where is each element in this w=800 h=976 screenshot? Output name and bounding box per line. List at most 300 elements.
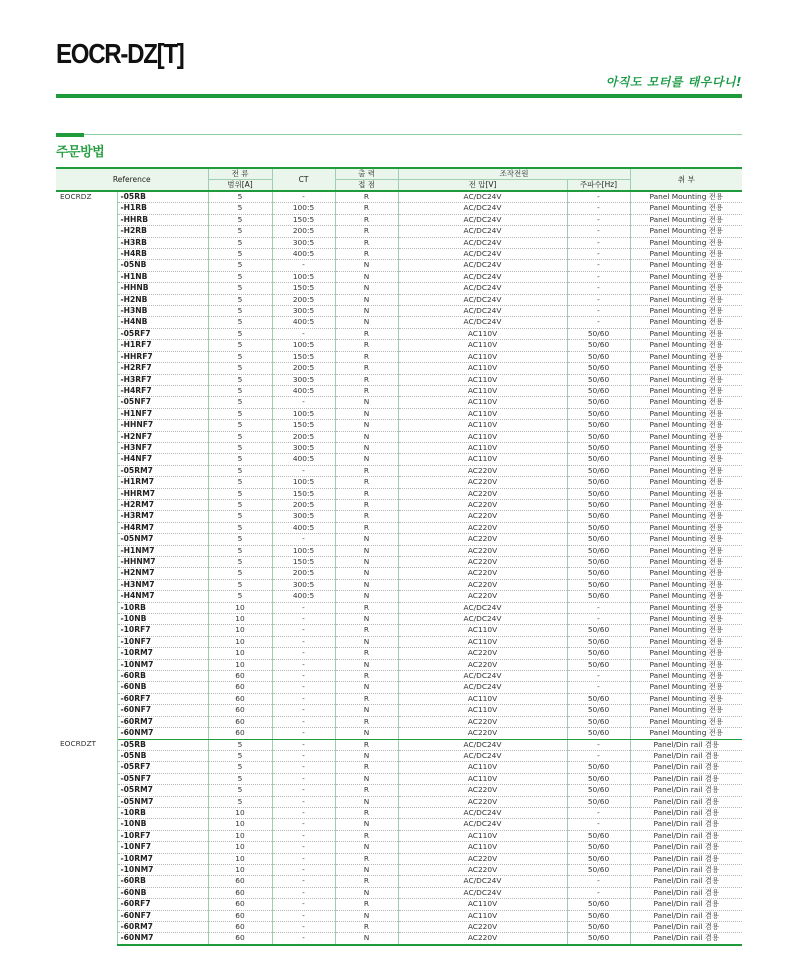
table-row [56, 922, 742, 933]
current-range: 5 [208, 499, 272, 510]
frequency: - [567, 226, 630, 237]
header-control-power: 조작전원 [398, 168, 630, 180]
model-code: -05RF7 [117, 328, 208, 339]
voltage: AC110V [398, 636, 567, 647]
table-row [56, 853, 742, 864]
model-code: -H2NM7 [117, 568, 208, 579]
frequency: - [567, 887, 630, 898]
output-contact: R [335, 602, 398, 613]
output-contact: N [335, 579, 398, 590]
current-range: 5 [208, 442, 272, 453]
frequency: 50/60 [567, 328, 630, 339]
frequency: 50/60 [567, 488, 630, 499]
current-range: 60 [208, 910, 272, 921]
ct-ratio: - [272, 602, 335, 613]
output-contact: R [335, 648, 398, 659]
ct-ratio: - [272, 887, 335, 898]
mounting: Panel Mounting 전용 [630, 659, 742, 670]
model-code: -H3RF7 [117, 374, 208, 385]
output-contact: N [335, 408, 398, 419]
header-output-contact: 접 점 [335, 180, 398, 192]
current-range: 5 [208, 317, 272, 328]
frequency: 50/60 [567, 545, 630, 556]
model-code: -05NB [117, 750, 208, 761]
current-range: 60 [208, 728, 272, 739]
ct-ratio: 200:5 [272, 431, 335, 442]
voltage: AC/DC24V [398, 819, 567, 830]
table-row [56, 351, 742, 362]
frequency: 50/60 [567, 351, 630, 362]
ct-ratio: - [272, 739, 335, 750]
current-range: 60 [208, 705, 272, 716]
ct-ratio: 150:5 [272, 488, 335, 499]
model-code: -05RM7 [117, 785, 208, 796]
table-row [56, 933, 742, 945]
page-title: EOCR-DZ[T] [56, 38, 184, 69]
frequency: 50/60 [567, 454, 630, 465]
model-code: -10RB [117, 602, 208, 613]
output-contact: N [335, 773, 398, 784]
mounting: Panel Mounting 전용 [630, 534, 742, 545]
table-row [56, 887, 742, 898]
output-contact: R [335, 488, 398, 499]
output-contact: R [335, 693, 398, 704]
output-contact: N [335, 796, 398, 807]
frequency: - [567, 271, 630, 282]
table-row [56, 602, 742, 613]
current-range: 5 [208, 477, 272, 488]
voltage: AC110V [398, 899, 567, 910]
current-range: 5 [208, 203, 272, 214]
voltage: AC110V [398, 431, 567, 442]
frequency: - [567, 602, 630, 613]
voltage: AC110V [398, 454, 567, 465]
table-row [56, 534, 742, 545]
ct-ratio: 400:5 [272, 317, 335, 328]
output-contact: N [335, 933, 398, 945]
frequency: 50/60 [567, 796, 630, 807]
mounting: Panel Mounting 전용 [630, 408, 742, 419]
header-output: 출 력 [335, 168, 398, 180]
table-row [56, 385, 742, 396]
frequency: - [567, 249, 630, 260]
table-row [56, 785, 742, 796]
frequency: - [567, 191, 630, 203]
frequency: - [567, 237, 630, 248]
ct-ratio: 400:5 [272, 522, 335, 533]
ct-ratio: 100:5 [272, 477, 335, 488]
ct-ratio: - [272, 191, 335, 203]
mounting: Panel Mounting 전용 [630, 614, 742, 625]
output-contact: N [335, 842, 398, 853]
voltage: AC220V [398, 568, 567, 579]
ct-ratio: - [272, 819, 335, 830]
table-row [56, 728, 742, 739]
output-contact: R [335, 385, 398, 396]
frequency: 50/60 [567, 693, 630, 704]
current-range: 5 [208, 249, 272, 260]
current-range: 5 [208, 340, 272, 351]
table-row [56, 203, 742, 214]
table-row [56, 830, 742, 841]
output-contact: N [335, 545, 398, 556]
voltage: AC220V [398, 534, 567, 545]
ct-ratio: - [272, 773, 335, 784]
model-code: -H3NM7 [117, 579, 208, 590]
model-code: -H3RM7 [117, 511, 208, 522]
model-code: -60NF7 [117, 705, 208, 716]
table-row [56, 773, 742, 784]
current-range: 5 [208, 522, 272, 533]
table-row [56, 442, 742, 453]
mounting: Panel Mounting 전용 [630, 203, 742, 214]
table-row [56, 636, 742, 647]
model-code: -HHRF7 [117, 351, 208, 362]
frequency: 50/60 [567, 579, 630, 590]
voltage: AC220V [398, 796, 567, 807]
current-range: 5 [208, 773, 272, 784]
frequency: - [567, 750, 630, 761]
mounting: Panel Mounting 전용 [630, 283, 742, 294]
ct-ratio: - [272, 534, 335, 545]
output-contact: R [335, 853, 398, 864]
frequency: 50/60 [567, 842, 630, 853]
ct-ratio: 150:5 [272, 557, 335, 568]
current-range: 5 [208, 191, 272, 203]
current-range: 60 [208, 933, 272, 945]
model-code: -HHNM7 [117, 557, 208, 568]
mounting: Panel/Din rail 겸용 [630, 750, 742, 761]
model-code: -10NB [117, 819, 208, 830]
table-row [56, 750, 742, 761]
model-code: -10NM7 [117, 864, 208, 875]
frequency: 50/60 [567, 910, 630, 921]
table-row [56, 693, 742, 704]
ct-ratio: - [272, 397, 335, 408]
voltage: AC110V [398, 625, 567, 636]
current-range: 60 [208, 682, 272, 693]
voltage: AC110V [398, 397, 567, 408]
frequency: 50/60 [567, 374, 630, 385]
group-eocrdz [56, 191, 742, 739]
current-range: 10 [208, 864, 272, 875]
voltage: AC110V [398, 693, 567, 704]
ct-ratio: 150:5 [272, 283, 335, 294]
mounting: Panel Mounting 전용 [630, 522, 742, 533]
ct-ratio: 100:5 [272, 203, 335, 214]
output-contact: R [335, 374, 398, 385]
frequency: 50/60 [567, 705, 630, 716]
ct-ratio: 300:5 [272, 442, 335, 453]
header-frequency: 주파수[Hz] [567, 180, 630, 192]
table-row [56, 819, 742, 830]
model-code: -HHNB [117, 283, 208, 294]
section-divider [56, 134, 742, 135]
voltage: AC220V [398, 511, 567, 522]
ct-ratio: 150:5 [272, 420, 335, 431]
current-range: 60 [208, 671, 272, 682]
table-row [56, 614, 742, 625]
current-range: 10 [208, 842, 272, 853]
ct-ratio: 400:5 [272, 591, 335, 602]
ct-ratio: 200:5 [272, 226, 335, 237]
frequency: 50/60 [567, 716, 630, 727]
frequency: 50/60 [567, 385, 630, 396]
output-contact: N [335, 591, 398, 602]
frequency: - [567, 283, 630, 294]
frequency: 50/60 [567, 625, 630, 636]
current-range: 5 [208, 328, 272, 339]
voltage: AC220V [398, 659, 567, 670]
ct-ratio: - [272, 933, 335, 945]
table-row [56, 249, 742, 260]
model-code: -H1RB [117, 203, 208, 214]
header-reference: Reference [56, 168, 208, 191]
model-code: -05NB [117, 260, 208, 271]
ct-ratio: 200:5 [272, 568, 335, 579]
output-contact: R [335, 237, 398, 248]
ct-ratio: - [272, 796, 335, 807]
current-range: 5 [208, 214, 272, 225]
mounting: Panel Mounting 전용 [630, 728, 742, 739]
model-code: -H1NF7 [117, 408, 208, 419]
output-contact: R [335, 328, 398, 339]
table-row [56, 317, 742, 328]
mounting: Panel Mounting 전용 [630, 568, 742, 579]
ct-ratio: - [272, 785, 335, 796]
mounting: Panel Mounting 전용 [630, 454, 742, 465]
current-range: 5 [208, 591, 272, 602]
table-row [56, 363, 742, 374]
output-contact: N [335, 568, 398, 579]
model-code: -H2RM7 [117, 499, 208, 510]
model-code: -H1NB [117, 271, 208, 282]
voltage: AC110V [398, 374, 567, 385]
model-code: -10RM7 [117, 853, 208, 864]
current-range: 60 [208, 922, 272, 933]
ct-ratio: 200:5 [272, 363, 335, 374]
ct-ratio: - [272, 693, 335, 704]
frequency: 50/60 [567, 477, 630, 488]
voltage: AC/DC24V [398, 682, 567, 693]
model-code: -H4RB [117, 249, 208, 260]
ct-ratio: - [272, 465, 335, 476]
ct-ratio: - [272, 876, 335, 887]
output-contact: R [335, 351, 398, 362]
mounting: Panel Mounting 전용 [630, 545, 742, 556]
frequency: 50/60 [567, 557, 630, 568]
model-code: -05NM7 [117, 796, 208, 807]
ct-ratio: - [272, 864, 335, 875]
table-row [56, 283, 742, 294]
mounting: Panel Mounting 전용 [630, 648, 742, 659]
ct-ratio: - [272, 625, 335, 636]
frequency: 50/60 [567, 408, 630, 419]
table-row [56, 328, 742, 339]
voltage: AC110V [398, 408, 567, 419]
table-row [56, 864, 742, 875]
table-row [56, 454, 742, 465]
voltage: AC110V [398, 705, 567, 716]
table-row [56, 671, 742, 682]
voltage: AC/DC24V [398, 614, 567, 625]
frequency: 50/60 [567, 648, 630, 659]
ct-ratio: - [272, 636, 335, 647]
voltage: AC110V [398, 762, 567, 773]
model-code: -H1RF7 [117, 340, 208, 351]
header-voltage: 전 압[V] [398, 180, 567, 192]
table-row [56, 910, 742, 921]
mounting: Panel Mounting 전용 [630, 191, 742, 203]
output-contact: R [335, 363, 398, 374]
model-code: -05RB [117, 739, 208, 750]
mounting: Panel Mounting 전용 [630, 693, 742, 704]
ct-ratio: - [272, 830, 335, 841]
model-code: -05RM7 [117, 465, 208, 476]
table-row [56, 716, 742, 727]
mounting: Panel Mounting 전용 [630, 602, 742, 613]
mounting: Panel/Din rail 겸용 [630, 933, 742, 945]
table-row [56, 397, 742, 408]
model-code: -10RF7 [117, 625, 208, 636]
table-row [56, 762, 742, 773]
mounting: Panel Mounting 전용 [630, 716, 742, 727]
model-code: -60NM7 [117, 728, 208, 739]
current-range: 10 [208, 648, 272, 659]
output-contact: N [335, 910, 398, 921]
model-code: -H4NM7 [117, 591, 208, 602]
ct-ratio: 400:5 [272, 454, 335, 465]
output-contact: N [335, 420, 398, 431]
mounting: Panel/Din rail 겸용 [630, 830, 742, 841]
output-contact: R [335, 465, 398, 476]
section-marker [56, 133, 84, 137]
frequency: 50/60 [567, 830, 630, 841]
current-range: 5 [208, 545, 272, 556]
output-contact: R [335, 499, 398, 510]
series-name: EOCRDZT [56, 739, 117, 945]
ct-ratio: 150:5 [272, 214, 335, 225]
current-range: 10 [208, 614, 272, 625]
mounting: Panel Mounting 전용 [630, 671, 742, 682]
voltage: AC220V [398, 499, 567, 510]
frequency: - [567, 294, 630, 305]
mounting: Panel/Din rail 겸용 [630, 842, 742, 853]
frequency: - [567, 317, 630, 328]
section-title: 주문방법 [56, 145, 105, 160]
ct-ratio: 400:5 [272, 249, 335, 260]
current-range: 10 [208, 636, 272, 647]
mounting: Panel Mounting 전용 [630, 477, 742, 488]
voltage: AC110V [398, 385, 567, 396]
header-current-range: 전 류 [208, 168, 272, 180]
voltage: AC/DC24V [398, 214, 567, 225]
output-contact: N [335, 294, 398, 305]
mounting: Panel Mounting 전용 [630, 705, 742, 716]
mounting: Panel/Din rail 겸용 [630, 819, 742, 830]
model-code: -H2RF7 [117, 363, 208, 374]
output-contact: R [335, 739, 398, 750]
frequency: 50/60 [567, 340, 630, 351]
current-range: 5 [208, 796, 272, 807]
output-contact: N [335, 682, 398, 693]
frequency: 50/60 [567, 420, 630, 431]
ct-ratio: - [272, 842, 335, 853]
voltage: AC/DC24V [398, 887, 567, 898]
mounting: Panel/Din rail 겸용 [630, 899, 742, 910]
ct-ratio: 300:5 [272, 579, 335, 590]
mounting: Panel Mounting 전용 [630, 625, 742, 636]
table-row [56, 340, 742, 351]
output-contact: N [335, 271, 398, 282]
model-code: -H1NM7 [117, 545, 208, 556]
model-code: -05NF7 [117, 773, 208, 784]
mounting: Panel Mounting 전용 [630, 351, 742, 362]
current-range: 60 [208, 716, 272, 727]
ct-ratio: 150:5 [272, 351, 335, 362]
output-contact: N [335, 454, 398, 465]
frequency: 50/60 [567, 397, 630, 408]
output-contact: R [335, 511, 398, 522]
frequency: 50/60 [567, 933, 630, 945]
voltage: AC/DC24V [398, 671, 567, 682]
table-row [56, 876, 742, 887]
frequency: 50/60 [567, 499, 630, 510]
output-contact: R [335, 625, 398, 636]
frequency: 50/60 [567, 591, 630, 602]
ct-ratio: - [272, 922, 335, 933]
current-range: 5 [208, 557, 272, 568]
model-code: -HHRM7 [117, 488, 208, 499]
output-contact: N [335, 705, 398, 716]
voltage: AC110V [398, 340, 567, 351]
voltage: AC220V [398, 579, 567, 590]
mounting: Panel Mounting 전용 [630, 488, 742, 499]
current-range: 5 [208, 431, 272, 442]
voltage: AC110V [398, 910, 567, 921]
frequency: 50/60 [567, 922, 630, 933]
mounting: Panel Mounting 전용 [630, 271, 742, 282]
ct-ratio: 300:5 [272, 511, 335, 522]
voltage: AC/DC24V [398, 807, 567, 818]
output-contact: R [335, 762, 398, 773]
table-row [56, 579, 742, 590]
ct-ratio: - [272, 716, 335, 727]
voltage: AC/DC24V [398, 306, 567, 317]
output-contact: R [335, 785, 398, 796]
header-mounting: 취 부 [630, 168, 742, 191]
current-range: 60 [208, 899, 272, 910]
mounting: Panel/Din rail 겸용 [630, 853, 742, 864]
frequency: 50/60 [567, 363, 630, 374]
output-contact: N [335, 659, 398, 670]
frequency: 50/60 [567, 511, 630, 522]
voltage: AC110V [398, 351, 567, 362]
mounting: Panel Mounting 전용 [630, 397, 742, 408]
voltage: AC220V [398, 853, 567, 864]
frequency: - [567, 819, 630, 830]
output-contact: R [335, 203, 398, 214]
model-code: -05NF7 [117, 397, 208, 408]
ct-ratio: - [272, 648, 335, 659]
group-eocrdzt [56, 739, 742, 945]
output-contact: R [335, 716, 398, 727]
mounting: Panel/Din rail 겸용 [630, 807, 742, 818]
voltage: AC/DC24V [398, 191, 567, 203]
table-row [56, 522, 742, 533]
voltage: AC220V [398, 864, 567, 875]
frequency: 50/60 [567, 762, 630, 773]
